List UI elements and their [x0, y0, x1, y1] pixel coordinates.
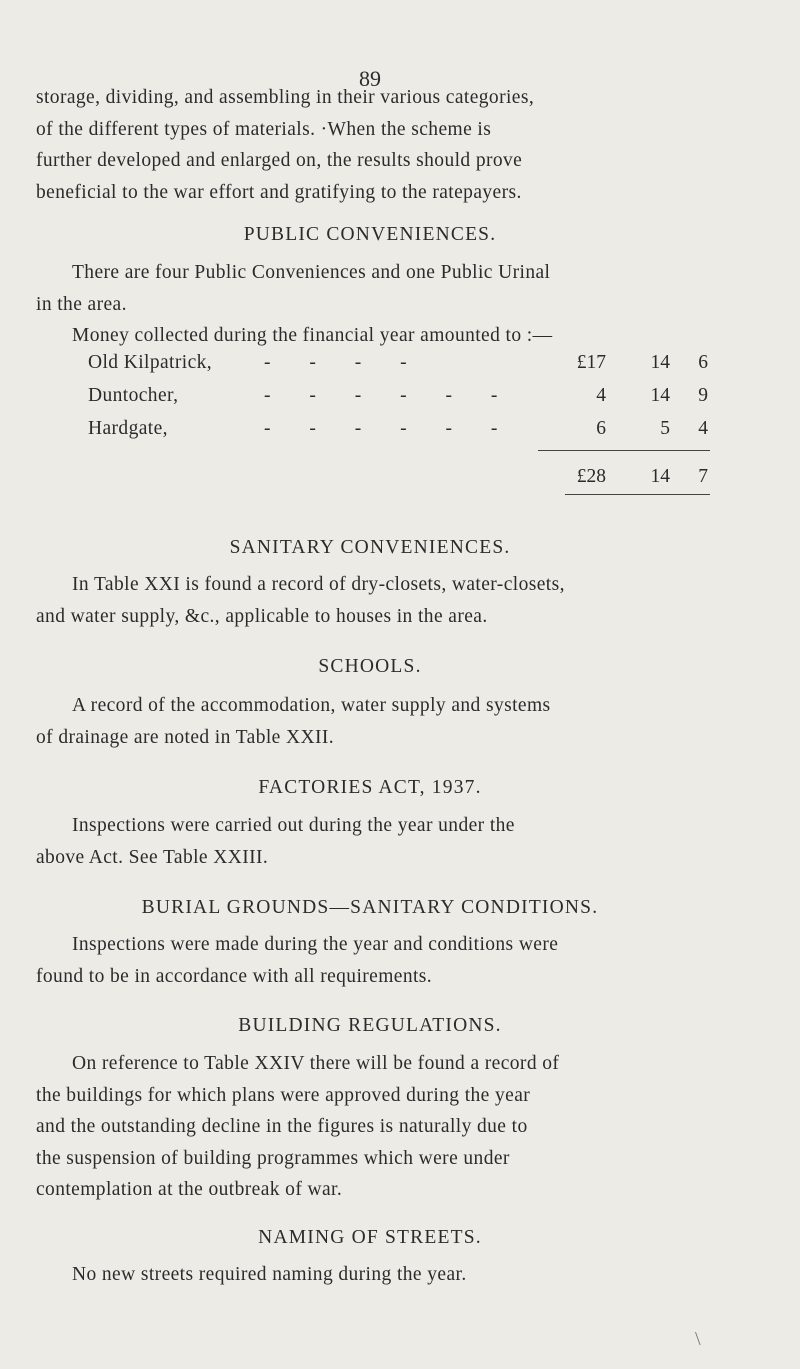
- amount-pence: 9: [698, 385, 708, 406]
- burial-paragraph: [36, 929, 711, 992]
- leader-dashes: - - - - - -: [264, 385, 515, 406]
- text-line: A record of the accommodation, water supply and systems: [72, 695, 551, 716]
- money-intro-line: Money collected during the financial year amounted to :—: [72, 325, 553, 346]
- schools-paragraph: [36, 690, 711, 753]
- section-heading-public-conveniences: PUBLIC CONVENIENCES.: [243, 224, 497, 245]
- text-line: of the different types of materials. ·When the scheme is: [36, 118, 492, 140]
- text-line: in the area.: [36, 293, 127, 315]
- amount-shillings: 14: [650, 352, 670, 373]
- text-line: contemplation at the outbreak of war.: [36, 1179, 343, 1200]
- text-line: In Table XXI is found a record of dry-closets, water-closets,: [72, 574, 565, 595]
- text-line: On reference to Table XXIV there will be found a record of: [72, 1053, 560, 1074]
- section-heading-schools: SCHOOLS.: [318, 656, 422, 677]
- text-line: further developed and enlarged on, the results should prove: [36, 150, 523, 171]
- total-pence: 7: [698, 466, 708, 487]
- money-row: [88, 418, 532, 440]
- text-line: the buildings for which plans were approved during the year: [36, 1084, 531, 1106]
- text-line: storage, dividing, and assembling in their various categories,: [36, 87, 535, 108]
- section-heading-burial: BURIAL GROUNDS—SANITARY CONDITIONS.: [141, 897, 599, 918]
- section-heading-factories: FACTORIES ACT, 1937.: [258, 777, 482, 798]
- leader-dashes: - - - -: [264, 352, 424, 373]
- amount-pounds: 6: [596, 418, 606, 439]
- text-line: the suspension of building programmes which were under: [36, 1147, 510, 1169]
- amount-pence: 4: [698, 418, 708, 439]
- sanitary-paragraph: [36, 569, 711, 632]
- factories-paragraph: [36, 810, 711, 873]
- text-line: No new streets required naming during the year.: [72, 1264, 467, 1285]
- public-conveniences-paragraph: [36, 257, 711, 352]
- amount-shillings: 14: [650, 385, 670, 406]
- money-row: [88, 385, 532, 407]
- money-row: [88, 352, 532, 374]
- sum-rule-bottom: [565, 494, 710, 495]
- text-line: and the outstanding decline in the figures is naturally due to: [36, 1116, 528, 1137]
- place-name: Hardgate,: [88, 418, 168, 439]
- page-number: 89: [359, 66, 381, 91]
- text-line: of drainage are noted in Table XXII.: [36, 726, 335, 748]
- stray-mark: \: [695, 1328, 701, 1350]
- place-name: Duntocher,: [88, 385, 179, 406]
- leader-dashes: - - - - - -: [264, 418, 515, 439]
- section-heading-building: BUILDING REGULATIONS.: [238, 1015, 502, 1036]
- text-line: and water supply, &c., applicable to houses in the area.: [36, 605, 488, 627]
- text-line: There are four Public Conveniences and one Public Urinal: [72, 262, 551, 283]
- building-paragraph: [36, 1048, 711, 1206]
- amount-pence: 6: [698, 352, 708, 373]
- amount-pounds: 4: [596, 385, 606, 406]
- place-name: Old Kilpatrick,: [88, 352, 213, 373]
- amount-pounds: £17: [576, 352, 606, 373]
- total-shillings: 14: [650, 466, 670, 487]
- text-line: found to be in accordance with all requirements.: [36, 965, 433, 987]
- section-heading-sanitary: SANITARY CONVENIENCES.: [229, 537, 511, 558]
- amount-shillings: 5: [660, 418, 670, 439]
- intro-paragraph: [36, 82, 711, 208]
- total-pounds: £28: [576, 466, 606, 487]
- text-line: Inspections were carried out during the year under the: [72, 815, 515, 836]
- text-line: beneficial to the war effort and gratifying to the ratepayers.: [36, 181, 522, 203]
- naming-paragraph: [36, 1259, 711, 1291]
- text-line: Inspections were made during the year and conditions were: [72, 934, 559, 955]
- section-heading-naming: NAMING OF STREETS.: [258, 1227, 482, 1248]
- text-line: above Act. See Table XXIII.: [36, 846, 269, 868]
- sum-rule-top: [538, 450, 710, 451]
